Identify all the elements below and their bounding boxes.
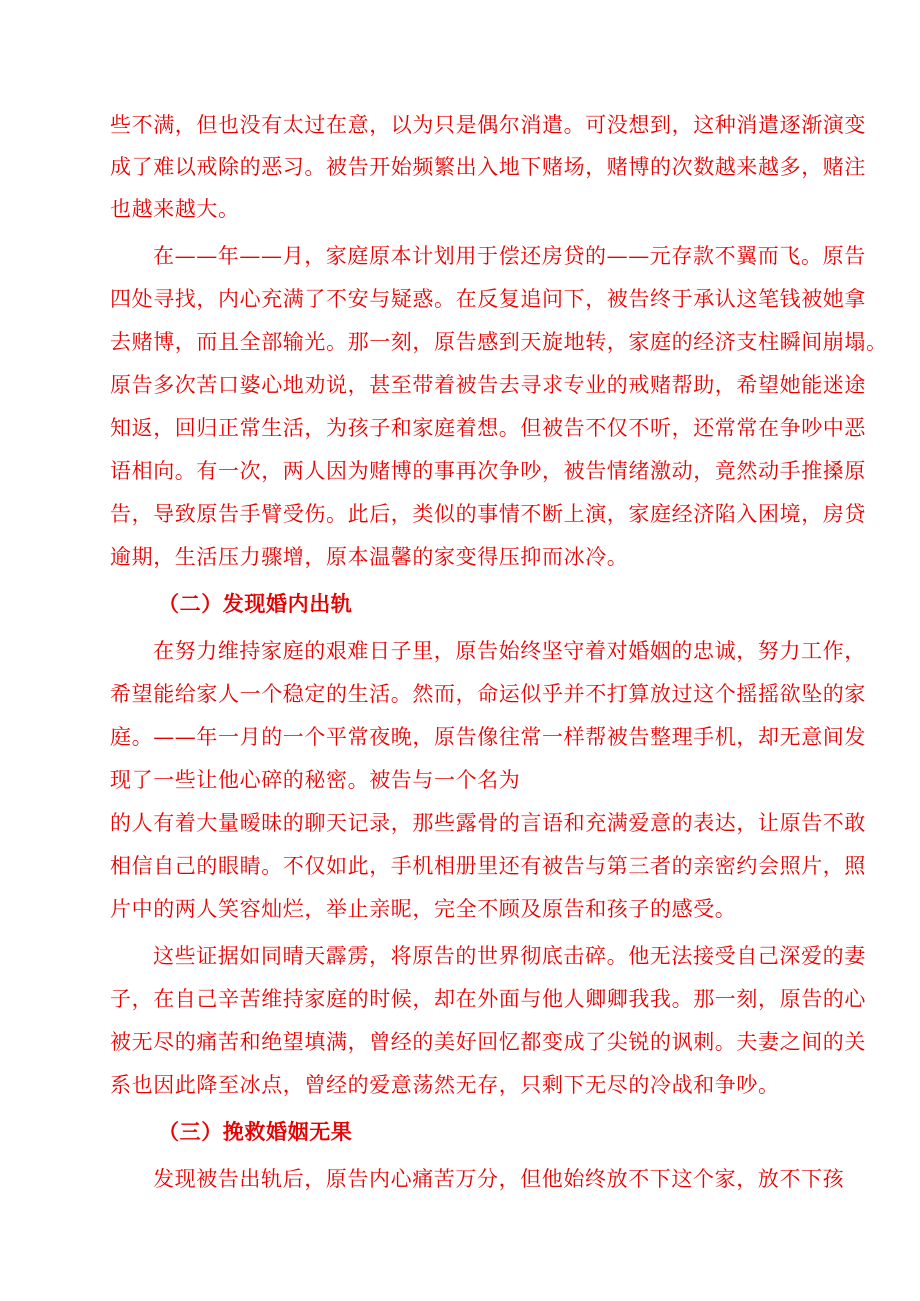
paragraph-4-line-3: 被无尽的痛苦和绝望填满，曾经的美好回忆都变成了尖锐的讽刺。夫妻之间的关 [110, 1030, 866, 1054]
paragraph-3-line-6: 相信自己的眼睛。不仅如此，手机相册里还有被告与第三者的亲密约会照片，照 [110, 854, 866, 878]
paragraph-3-line-7: 片中的两人笑容灿烂，举止亲昵，完全不顾及原告和孩子的感受。 [110, 897, 737, 921]
paragraph-3-line-5: 的人有着大量暧昧的聊天记录，那些露骨的言语和充满爱意的表达，让原告不敢 [110, 811, 866, 835]
paragraph-2-line-5: 知返，回归正常生活，为孩子和家庭着想。但被告不仅不听，还常常在争吵中恶 [110, 416, 866, 440]
paragraph-2-line-1: 在——年——月，家庭原本计划用于偿还房贷的——元存款不翼而飞。原告 [153, 244, 866, 268]
paragraph-2-line-4: 原告多次苦口婆心地劝说，甚至带着被告去寻求专业的戒赌帮助，希望她能迷途 [110, 373, 866, 397]
paragraph-2-line-8: 逾期，生活压力骤增，原本温馨的家变得压抑而冰冷。 [110, 545, 629, 569]
paragraph-4-line-1: 这些证据如同晴天霹雳，将原告的世界彻底击碎。他无法接受自己深爱的妻 [153, 944, 866, 968]
paragraph-4-line-2: 子，在自己辛苦维持家庭的时候，却在外面与他人卿卿我我。那一刻，原告的心 [110, 987, 866, 1011]
paragraph-3-line-4: 现了一些让他心碎的秘密。被告与一个名为 [110, 768, 521, 792]
paragraph-3-line-3: 庭。——年一月的一个平常夜晚，原告像往常一样帮被告整理手机，却无意间发 [110, 725, 866, 749]
paragraph-1-line-3: 也越来越大。 [110, 197, 240, 221]
section-heading-2: （二）发现婚内出轨 [158, 591, 353, 616]
paragraph-2-line-7: 告，导致原告手臂受伤。此后，类似的事情不断上演，家庭经济陷入困境，房贷 [110, 502, 866, 526]
paragraph-3-line-1: 在努力维持家庭的艰难日子里，原告始终坚守着对婚姻的忠诚，努力工作， [153, 639, 866, 663]
paragraph-1-line-2: 成了难以戒除的恶习。被告开始频繁出入地下赌场，赌博的次数越来越多，赌注 [110, 155, 866, 179]
paragraph-1-line-1: 些不满，但也没有太过在意，以为只是偶尔消遣。可没想到，这种消遣逐渐演变 [110, 113, 866, 137]
paragraph-2-line-2: 四处寻找，内心充满了不安与疑惑。在反复追问下，被告终于承认这笔钱被她拿 [110, 287, 866, 311]
paragraph-3-line-2: 希望能给家人一个稳定的生活。然而，命运似乎并不打算放过这个摇摇欲坠的家 [110, 682, 866, 706]
paragraph-2-line-3: 去赌博，而且全部输光。那一刻，原告感到天旋地转，家庭的经济支柱瞬间崩塌。 [110, 330, 888, 354]
paragraph-2-line-6: 语相向。有一次，两人因为赌博的事再次争吵，被告情绪激动，竟然动手推搡原 [110, 459, 866, 483]
paragraph-5-line-1: 发现被告出轨后，原告内心痛苦万分，但他始终放不下这个家，放不下孩 [153, 1167, 845, 1191]
paragraph-4-line-4: 系也因此降至冰点，曾经的爱意荡然无存，只剩下无尽的冷战和争吵。 [110, 1073, 780, 1097]
section-heading-3: （三）挽救婚姻无果 [158, 1119, 353, 1144]
